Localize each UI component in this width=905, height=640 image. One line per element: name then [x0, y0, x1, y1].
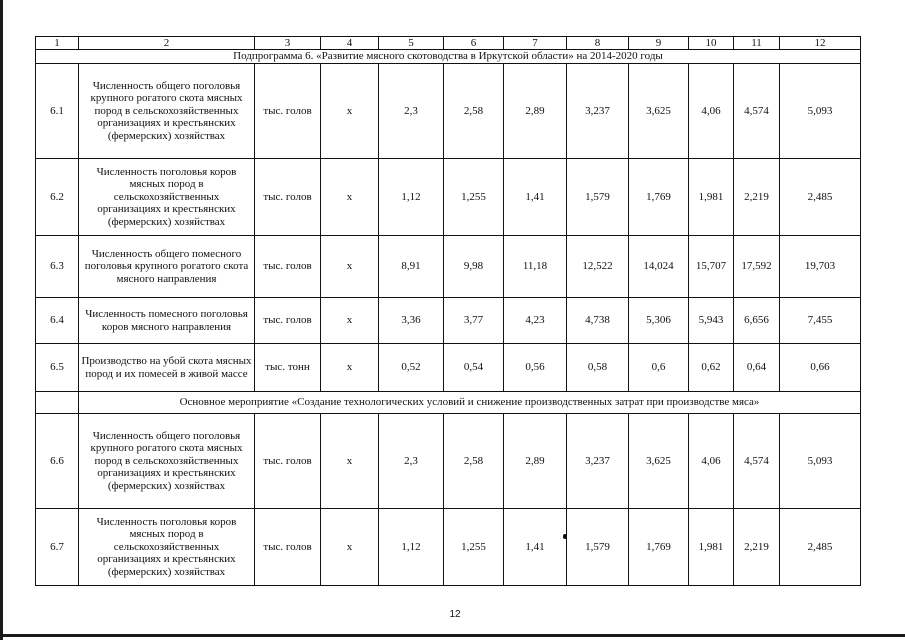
base-value-cell: х — [321, 159, 379, 236]
empty-cell — [36, 392, 79, 414]
value-cell: 4,06 — [689, 64, 734, 159]
table-row — [36, 64, 861, 159]
indicator-name: Численность общего поголовья крупного рогатого скота мясных пород в сельскохозяйственных организациях и крестьянских (фермерских) хозяйствах — [79, 64, 255, 159]
column-number: 4 — [321, 37, 379, 50]
column-number: 10 — [689, 37, 734, 50]
value-cell: 3,625 — [629, 64, 689, 159]
base-value-cell: х — [321, 64, 379, 159]
value-cell: 4,06 — [689, 414, 734, 509]
value-cell: 4,738 — [567, 298, 629, 344]
value-cell: 2,3 — [379, 414, 444, 509]
row-number: 6.1 — [36, 64, 79, 159]
value-cell: 0,54 — [444, 344, 504, 392]
base-value-cell: х — [321, 236, 379, 298]
indicator-table — [35, 36, 861, 586]
column-number: 11 — [734, 37, 780, 50]
table-row — [36, 344, 861, 392]
value-cell: 5,093 — [780, 64, 861, 159]
row-number: 6.4 — [36, 298, 79, 344]
value-cell: 0,52 — [379, 344, 444, 392]
value-cell: 1,981 — [689, 509, 734, 586]
row-number: 6.7 — [36, 509, 79, 586]
value-cell: 9,98 — [444, 236, 504, 298]
value-cell: 3,625 — [629, 414, 689, 509]
indicator-name: Численность поголовья коров мясных пород в сельскохозяйственных организациях и крестьянских (фермерских) хозяйствах — [79, 159, 255, 236]
value-cell: 1,255 — [444, 509, 504, 586]
value-cell: 4,574 — [734, 64, 780, 159]
column-number: 3 — [255, 37, 321, 50]
value-cell: 1,41 — [504, 159, 567, 236]
scan-speck — [563, 534, 567, 539]
row-number: 6.6 — [36, 414, 79, 509]
scan-bottom-edge — [0, 634, 905, 637]
value-cell: 2,58 — [444, 64, 504, 159]
column-number: 5 — [379, 37, 444, 50]
unit-cell: тыс. голов — [255, 414, 321, 509]
unit-cell: тыс. голов — [255, 64, 321, 159]
value-cell: 12,522 — [567, 236, 629, 298]
table-row — [36, 236, 861, 298]
page-number: 12 — [449, 609, 461, 620]
base-value-cell: х — [321, 509, 379, 586]
column-number: 12 — [780, 37, 861, 50]
value-cell: 3,77 — [444, 298, 504, 344]
column-number: 6 — [444, 37, 504, 50]
value-cell: 2,58 — [444, 414, 504, 509]
subprogram-title: Подпрограмма 6. «Развитие мясного скотоводства в Иркутской области» на 2014-2020 годы — [36, 50, 861, 64]
indicator-name: Численность помесного поголовья коров мясного направления — [79, 298, 255, 344]
scan-left-edge — [0, 0, 3, 640]
value-cell: 7,455 — [780, 298, 861, 344]
indicator-name: Численность поголовья коров мясных пород в сельскохозяйственных организациях и крестьянских (фермерских) хозяйствах — [79, 509, 255, 586]
value-cell: 3,237 — [567, 414, 629, 509]
table-row — [36, 509, 861, 586]
table-row — [36, 414, 861, 509]
column-number: 7 — [504, 37, 567, 50]
value-cell: 4,23 — [504, 298, 567, 344]
value-cell: 8,91 — [379, 236, 444, 298]
value-cell: 4,574 — [734, 414, 780, 509]
value-cell: 3,36 — [379, 298, 444, 344]
value-cell: 2,89 — [504, 64, 567, 159]
value-cell: 1,579 — [567, 159, 629, 236]
subprogram-row — [36, 50, 861, 64]
value-cell: 0,66 — [780, 344, 861, 392]
column-number: 9 — [629, 37, 689, 50]
base-value-cell: х — [321, 344, 379, 392]
value-cell: 2,219 — [734, 159, 780, 236]
value-cell: 11,18 — [504, 236, 567, 298]
row-number: 6.5 — [36, 344, 79, 392]
column-number: 2 — [79, 37, 255, 50]
value-cell: 1,579 — [567, 509, 629, 586]
value-cell: 17,592 — [734, 236, 780, 298]
indicator-name: Численность общего поголовья крупного рогатого скота мясных пород в сельскохозяйственных организациях и крестьянских (фермерских) хозяйствах — [79, 414, 255, 509]
unit-cell: тыс. тонн — [255, 344, 321, 392]
unit-cell: тыс. голов — [255, 509, 321, 586]
indicator-name: Производство на убой скота мясных пород и их помесей в живой массе — [79, 344, 255, 392]
value-cell: 1,981 — [689, 159, 734, 236]
value-cell: 1,12 — [379, 159, 444, 236]
unit-cell: тыс. голов — [255, 236, 321, 298]
value-cell: 2,3 — [379, 64, 444, 159]
table-row — [36, 298, 861, 344]
value-cell: 5,306 — [629, 298, 689, 344]
value-cell: 0,56 — [504, 344, 567, 392]
base-value-cell: х — [321, 414, 379, 509]
value-cell: 1,769 — [629, 509, 689, 586]
main-event-title: Основное мероприятие «Создание технологических условий и снижение производственных затрат при производстве мяса» — [79, 392, 861, 414]
main-event-row — [36, 392, 861, 414]
value-cell: 2,89 — [504, 414, 567, 509]
column-number: 1 — [36, 37, 79, 50]
value-cell: 1,255 — [444, 159, 504, 236]
row-number: 6.3 — [36, 236, 79, 298]
row-number: 6.2 — [36, 159, 79, 236]
value-cell: 0,58 — [567, 344, 629, 392]
column-number: 8 — [567, 37, 629, 50]
value-cell: 2,485 — [780, 159, 861, 236]
table-row — [36, 159, 861, 236]
value-cell: 15,707 — [689, 236, 734, 298]
unit-cell: тыс. голов — [255, 159, 321, 236]
value-cell: 3,237 — [567, 64, 629, 159]
value-cell: 14,024 — [629, 236, 689, 298]
value-cell: 6,656 — [734, 298, 780, 344]
value-cell: 1,769 — [629, 159, 689, 236]
value-cell: 1,12 — [379, 509, 444, 586]
value-cell: 5,093 — [780, 414, 861, 509]
value-cell: 2,485 — [780, 509, 861, 586]
value-cell: 1,41 — [504, 509, 567, 586]
value-cell: 19,703 — [780, 236, 861, 298]
value-cell: 0,6 — [629, 344, 689, 392]
column-number-row — [36, 37, 861, 50]
value-cell: 5,943 — [689, 298, 734, 344]
value-cell: 0,64 — [734, 344, 780, 392]
base-value-cell: х — [321, 298, 379, 344]
value-cell: 2,219 — [734, 509, 780, 586]
indicator-name: Численность общего помесного поголовья крупного рогатого скота мясного направления — [79, 236, 255, 298]
unit-cell: тыс. голов — [255, 298, 321, 344]
value-cell: 0,62 — [689, 344, 734, 392]
